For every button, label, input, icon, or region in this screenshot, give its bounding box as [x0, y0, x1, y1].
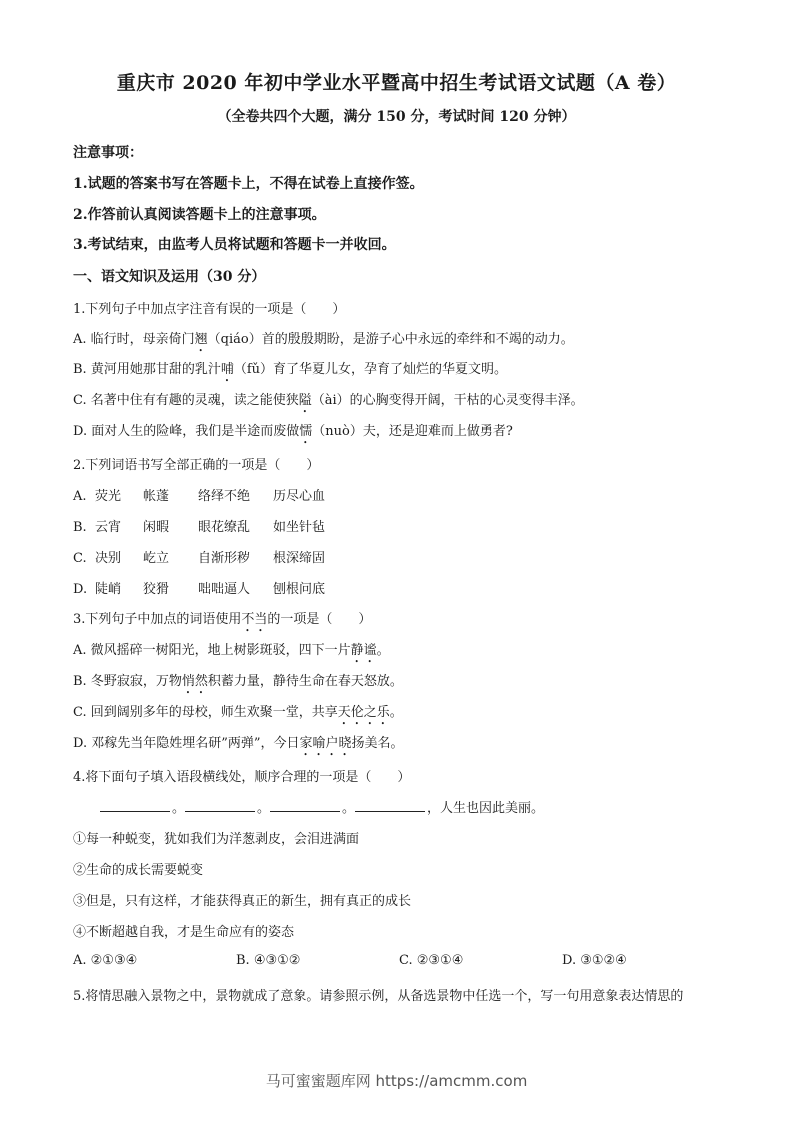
q3-option-b: B. 冬野寂寂，万物悄然积蓄力量，静待生命在春天怒放。 — [73, 674, 403, 689]
q4-choice-a: A. ②①③④ — [73, 953, 138, 968]
q2-option-d: D. 陡峭 狡猾 咄咄逼人 刨根问底 — [73, 582, 326, 597]
dotted-word: 不当 — [241, 612, 268, 627]
section-heading: 一、语文知识及运用（30 分） — [73, 269, 266, 285]
q4-stem: 4.将下面句子填入语段横线处，顺序合理的一项是（ ） — [73, 770, 411, 785]
q4-sentence: ②生命的成长需要蜕变 — [73, 863, 204, 878]
q3-stem: 3.下列句子中加点的词语使用不当的一项是（ ） — [73, 612, 372, 627]
q1-option-c: C. 名著中住有有趣的灵魂，读之能使狭隘（ài）的心胸变得开阔，干枯的心灵变得丰泽。 — [73, 393, 584, 408]
exam-subtitle: （全卷共四个大题，满分 150 分，考试时间 120 分钟） — [217, 109, 576, 125]
blank-line — [355, 797, 425, 812]
q4-sentence: ④不断超越自我，才是生命应有的姿态 — [73, 925, 295, 940]
q3-option-d: D. 邓稼先当年隐姓埋名研”两弹”，今日家喻户晓扬美名。 — [73, 736, 404, 751]
dotted-word: 天伦之乐 — [337, 705, 390, 720]
q2-stem: 2.下列词语书写全部正确的一项是（ ） — [73, 458, 320, 473]
exam-title: 重庆市 2020 年初中学业水平暨高中招生考试语文试题（A 卷） — [116, 72, 677, 94]
q4-sentence: ①每一种蜕变，犹如我们为洋葱剥皮，会泪进满面 — [73, 832, 360, 847]
dotted-char: 翘 — [194, 332, 208, 347]
dotted-word: 静谧 — [350, 643, 377, 658]
q2-option-c: C. 决别 屹立 自渐形秽 根深缔固 — [73, 551, 326, 566]
q4-blanks: 。 。 。 ，人生也因此美丽。 — [73, 797, 733, 816]
q2-option-b: B. 云宵 闲暇 眼花缭乱 如坐针毡 — [73, 520, 326, 535]
notes-heading: 注意事项： — [73, 145, 143, 161]
dotted-word: 家喻户晓 — [299, 736, 352, 751]
q5-stem: 5.将情思融入景物之中，景物就成了意象。请参照示例，从备选景物中任选一个，写一句用意象表达情思的 — [73, 989, 684, 1004]
q1-option-d: D. 面对人生的险峰，我们是半途而废做懦（nuò）夫，还是迎难而上做勇者? — [73, 424, 513, 439]
footer-watermark: 马可蜜蜜题库网 https://amcmm.com — [265, 1072, 528, 1090]
q2-option-a: A. 荧光 帐蓬 络绎不绝 历尽心血 — [73, 489, 326, 504]
dotted-char: 隘 — [298, 393, 312, 408]
dotted-word: 悄然 — [181, 674, 208, 689]
q4-sentence: ③但是，只有这样，才能获得真正的新生，拥有真正的成长 — [73, 894, 412, 909]
q1-option-b: B. 黄河用她那甘甜的乳汁哺（fǔ）育了华夏儿女，孕育了灿烂的华夏文明。 — [73, 362, 508, 377]
blank-line — [100, 797, 170, 812]
q4-choice-b: B. ④③①② — [236, 953, 301, 968]
q3-option-a: A. 微风摇碎一树阳光，地上树影斑驳，四下一片静谧。 — [73, 643, 390, 658]
blank-line — [185, 797, 255, 812]
note-item: 1.试题的答案书写在答题卡上，不得在试卷上直接作签。 — [73, 176, 424, 192]
q4-choices — [73, 953, 733, 968]
dotted-char: 哺 — [220, 362, 234, 377]
q4-choice-c: C. ②③①④ — [399, 953, 464, 968]
blank-line — [270, 797, 340, 812]
note-item: 3.考试结束，由监考人员将试题和答题卡一并收回。 — [73, 237, 396, 253]
q1-stem: 1.下列句子中加点字注音有误的一项是（ ） — [73, 302, 346, 317]
q3-option-c: C. 回到阔别多年的母校，师生欢聚一堂，共享天伦之乐。 — [73, 705, 403, 720]
dotted-char: 懦 — [299, 424, 313, 439]
note-item: 2.作答前认真阅读答题卡上的注意事项。 — [73, 207, 326, 223]
q4-choice-d: D. ③①②④ — [562, 953, 627, 968]
q1-option-a: A. 临行时，母亲倚门翘（qiáo）首的殷殷期盼，是游子心中永远的牵绊和不竭的动力。 — [73, 332, 574, 347]
